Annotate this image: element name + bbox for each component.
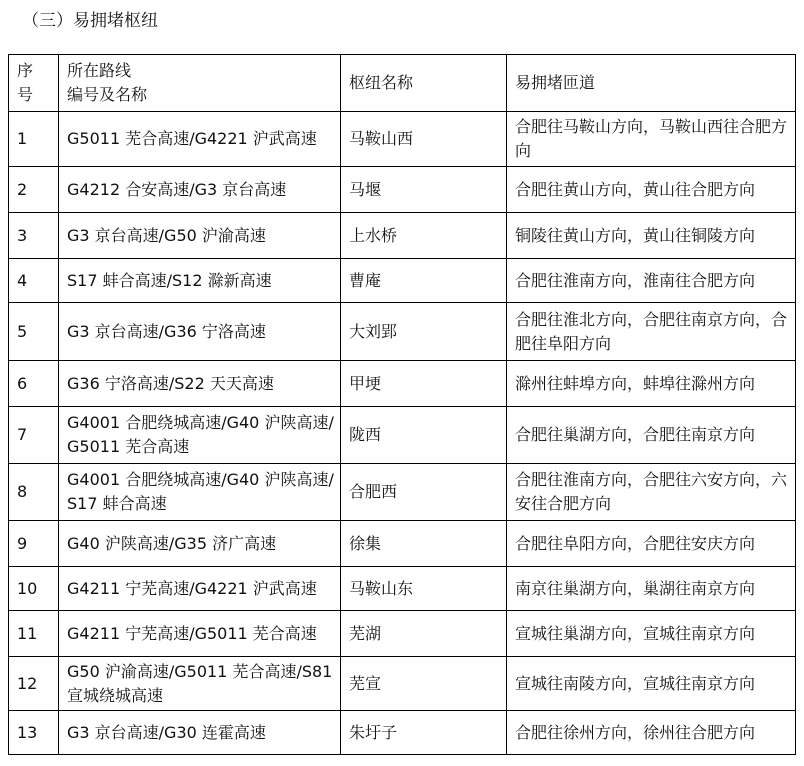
cell-ramp: 合肥往黄山方向，黄山往合肥方向 [507, 167, 796, 213]
header-seq-label: 序 号 [17, 61, 34, 104]
cell-seq: 4 [9, 259, 59, 303]
table-row [9, 361, 796, 407]
cell-hub: 合肥西 [341, 464, 507, 521]
cell-seq: 2 [9, 167, 59, 213]
cell-hub: 上水桥 [341, 213, 507, 259]
cell-seq: 7 [9, 407, 59, 464]
header-route-label: 所在路线 编号及名称 [67, 61, 148, 104]
cell-ramp: 合肥往阜阳方向，合肥往安庆方向 [507, 521, 796, 567]
cell-route: G3 京台高速/G50 沪渝高速 [59, 213, 341, 259]
cell-hub: 徐集 [341, 521, 507, 567]
table-row [9, 464, 796, 521]
cell-seq: 3 [9, 213, 59, 259]
table-row [9, 259, 796, 303]
header-ramp [507, 55, 796, 112]
cell-route: G4001 合肥绕城高速/G40 沪陕高速/G5011 芜合高速 [59, 407, 341, 464]
table-row [9, 711, 796, 755]
cell-ramp: 铜陵往黄山方向，黄山往铜陵方向 [507, 213, 796, 259]
header-hub [341, 55, 507, 112]
cell-ramp: 合肥往淮南方向，淮南往合肥方向 [507, 259, 796, 303]
cell-route: G36 宁洛高速/S22 天天高速 [59, 361, 341, 407]
table-row [9, 611, 796, 657]
cell-route: G4212 合安高速/G3 京台高速 [59, 167, 341, 213]
table-row [9, 567, 796, 611]
table-row [9, 213, 796, 259]
cell-ramp: 合肥往淮北方向，合肥往南京方向，合肥往阜阳方向 [507, 303, 796, 361]
cell-hub: 甲埂 [341, 361, 507, 407]
cell-route: G3 京台高速/G30 连霍高速 [59, 711, 341, 755]
cell-route: G4211 宁芜高速/G4221 沪武高速 [59, 567, 341, 611]
table-row [9, 407, 796, 464]
cell-ramp: 合肥往马鞍山方向，马鞍山西往合肥方向 [507, 112, 796, 167]
table-row [9, 167, 796, 213]
section-title: （三）易拥堵枢纽 [22, 11, 158, 31]
cell-seq: 9 [9, 521, 59, 567]
cell-ramp: 宣城往南陵方向，宣城往南京方向 [507, 657, 796, 711]
cell-hub: 朱圩子 [341, 711, 507, 755]
cell-seq: 1 [9, 112, 59, 167]
cell-route: S17 蚌合高速/S12 滁新高速 [59, 259, 341, 303]
cell-ramp: 合肥往巢湖方向，合肥往南京方向 [507, 407, 796, 464]
cell-route: G3 京台高速/G36 宁洛高速 [59, 303, 341, 361]
congestion-hub-table [8, 54, 796, 755]
cell-route: G5011 芜合高速/G4221 沪武高速 [59, 112, 341, 167]
cell-route: G50 沪渝高速/G5011 芜合高速/S81 宣城绕城高速 [59, 657, 341, 711]
cell-ramp: 南京往巢湖方向，巢湖往南京方向 [507, 567, 796, 611]
cell-route: G4211 宁芜高速/G5011 芜合高速 [59, 611, 341, 657]
header-ramp-label: 易拥堵匝道 [515, 73, 596, 92]
cell-hub: 芜宣 [341, 657, 507, 711]
header-route [59, 55, 341, 112]
table-row [9, 303, 796, 361]
cell-ramp: 宣城往巢湖方向，宣城往南京方向 [507, 611, 796, 657]
cell-seq: 8 [9, 464, 59, 521]
cell-route: G40 沪陕高速/G35 济广高速 [59, 521, 341, 567]
cell-seq: 11 [9, 611, 59, 657]
cell-ramp: 滁州往蚌埠方向，蚌埠往滁州方向 [507, 361, 796, 407]
cell-hub: 马鞍山西 [341, 112, 507, 167]
cell-ramp: 合肥往淮南方向，合肥往六安方向，六安往合肥方向 [507, 464, 796, 521]
header-seq [9, 55, 59, 112]
cell-hub: 陇西 [341, 407, 507, 464]
cell-route: G4001 合肥绕城高速/G40 沪陕高速/S17 蚌合高速 [59, 464, 341, 521]
header-hub-label: 枢纽名称 [349, 73, 414, 92]
cell-hub: 芜湖 [341, 611, 507, 657]
table-row [9, 112, 796, 167]
cell-hub: 曹庵 [341, 259, 507, 303]
table-header-row [9, 55, 796, 112]
cell-hub: 马堰 [341, 167, 507, 213]
cell-seq: 5 [9, 303, 59, 361]
cell-ramp: 合肥往徐州方向，徐州往合肥方向 [507, 711, 796, 755]
cell-seq: 10 [9, 567, 59, 611]
cell-hub: 大刘郢 [341, 303, 507, 361]
table-row [9, 521, 796, 567]
cell-seq: 13 [9, 711, 59, 755]
cell-seq: 12 [9, 657, 59, 711]
cell-hub: 马鞍山东 [341, 567, 507, 611]
cell-seq: 6 [9, 361, 59, 407]
table-row [9, 657, 796, 711]
